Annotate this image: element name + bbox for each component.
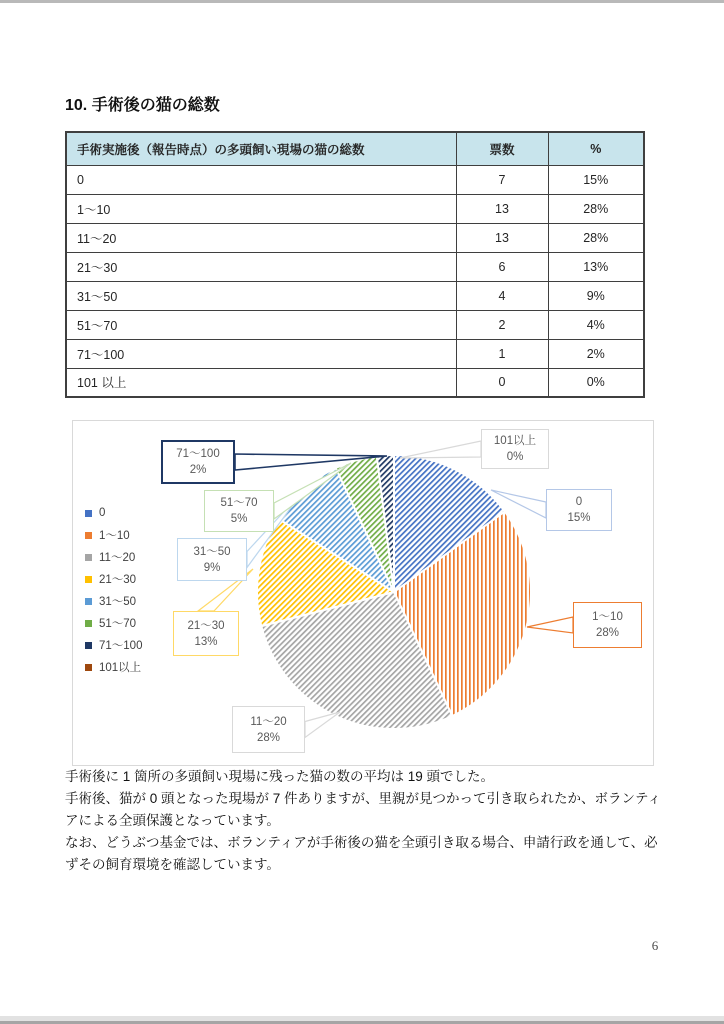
- cell-percent: 28%: [548, 194, 644, 223]
- callout-percent-label: 0%: [506, 451, 524, 463]
- table-row: [66, 310, 644, 339]
- callout-percent-label: 28%: [595, 627, 620, 639]
- table-row: [66, 165, 644, 194]
- cell-range: 1〜10: [66, 194, 456, 223]
- legend-swatch-icon: [85, 510, 92, 517]
- legend-swatch-icon: [85, 576, 92, 583]
- pie-callout-1〜10: [573, 602, 642, 648]
- legend-label: 21〜30: [99, 574, 137, 586]
- header-votes: 票数: [456, 132, 548, 165]
- legend-item-1〜10: [85, 524, 142, 546]
- callout-category-label: 1〜10: [592, 611, 623, 623]
- legend-item-51〜70: [85, 612, 142, 634]
- callout-percent-label: 28%: [256, 731, 281, 744]
- body-paragraph: 手術後、猫が 0 頭となった現場が 7 件ありますが、里親が見つかって引き取られたか、ボランティアによる全頭保護となっています。: [65, 791, 661, 828]
- legend-item-31〜50: [85, 590, 142, 612]
- pie-callout-11〜20: [232, 706, 305, 753]
- cell-range: 101 以上: [66, 368, 456, 397]
- callout-category-label: 101以上: [493, 435, 537, 447]
- cell-range: 31〜50: [66, 281, 456, 310]
- body-text: [65, 766, 665, 876]
- cat-count-table: [65, 131, 645, 398]
- cell-votes: 4: [456, 281, 548, 310]
- cell-range: 71〜100: [66, 339, 456, 368]
- legend-item-101以上: [85, 656, 142, 678]
- callout-category-label: 71〜100: [176, 448, 220, 460]
- legend-swatch-icon: [85, 598, 92, 605]
- cell-percent: 15%: [548, 165, 644, 194]
- legend-item-0: [85, 502, 142, 524]
- table-header-row: [66, 132, 644, 165]
- pie-callout-101以上: [481, 429, 549, 469]
- pie-callout-31〜50: [177, 538, 247, 581]
- cell-percent: 4%: [548, 310, 644, 339]
- callout-leader-1〜10: [527, 617, 573, 633]
- callout-percent-label: 9%: [203, 561, 221, 574]
- cell-range: 0: [66, 165, 456, 194]
- cat-count-table-body: [66, 165, 644, 397]
- pie-svg: [73, 421, 653, 765]
- callout-category-label: 51〜70: [220, 497, 258, 509]
- header-question: 手術実施後（報告時点）の多頭飼い現場の猫の総数: [66, 132, 456, 165]
- legend-item-71〜100: [85, 634, 142, 656]
- cell-votes: 13: [456, 223, 548, 252]
- cell-percent: 2%: [548, 339, 644, 368]
- legend-swatch-icon: [85, 664, 92, 671]
- callout-category-label: 11〜20: [250, 715, 287, 728]
- callout-category-label: 21〜30: [187, 619, 225, 632]
- cell-votes: 0: [456, 368, 548, 397]
- legend-swatch-icon: [85, 642, 92, 649]
- legend-item-21〜30: [85, 568, 142, 590]
- scan-edge-top: [0, 0, 724, 3]
- callout-percent-label: 13%: [194, 635, 218, 648]
- cell-votes: 1: [456, 339, 548, 368]
- callout-leader-101以上: [400, 441, 481, 458]
- cell-votes: 13: [456, 194, 548, 223]
- callout-percent-label: 5%: [230, 513, 248, 525]
- chart-panel: [72, 420, 654, 766]
- cell-percent: 9%: [548, 281, 644, 310]
- page-number: 6: [651, 938, 659, 953]
- legend-swatch-icon: [85, 620, 92, 627]
- pie-callout-21〜30: [173, 611, 239, 656]
- legend-label: 71〜100: [99, 640, 143, 652]
- pie-callout-0: [546, 489, 612, 531]
- legend-item-11〜20: [85, 546, 142, 568]
- legend-label: 0: [99, 507, 106, 519]
- body-paragraph: なお、どうぶつ基金では、ボランティアが手術後の猫を全頭引き取る場合、申請行政を通して、必ずその飼育環境を確認しています。: [65, 835, 658, 872]
- page-title: 10. 手術後の猫の総数: [65, 97, 220, 114]
- legend-label: 11〜20: [99, 552, 136, 564]
- legend-swatch-icon: [85, 532, 92, 539]
- pie-callout-71〜100: [161, 440, 235, 484]
- cell-percent: 0%: [548, 368, 644, 397]
- table-row: [66, 281, 644, 310]
- callout-category-label: 31〜50: [193, 545, 231, 558]
- callout-percent-label: 15%: [567, 512, 591, 524]
- legend-label: 101以上: [99, 662, 142, 674]
- header-percent: %: [548, 132, 644, 165]
- table-row: [66, 194, 644, 223]
- body-paragraph: 手術後に 1 箇所の多頭飼い現場に残った猫の数の平均は 19 頭でした。: [65, 769, 495, 784]
- cell-votes: 7: [456, 165, 548, 194]
- legend-label: 51〜70: [99, 618, 137, 630]
- cell-votes: 2: [456, 310, 548, 339]
- callout-leader-11〜20: [305, 712, 340, 738]
- table-row: [66, 368, 644, 397]
- cell-votes: 6: [456, 252, 548, 281]
- table-row: [66, 339, 644, 368]
- table-row: [66, 252, 644, 281]
- callout-category-label: 0: [575, 496, 583, 508]
- cell-percent: 13%: [548, 252, 644, 281]
- cell-range: 21〜30: [66, 252, 456, 281]
- legend-label: 31〜50: [99, 596, 137, 608]
- cell-percent: 28%: [548, 223, 644, 252]
- cell-range: 51〜70: [66, 310, 456, 339]
- legend-swatch-icon: [85, 554, 92, 561]
- table-row: [66, 223, 644, 252]
- chart-legend: [85, 502, 142, 678]
- legend-label: 1〜10: [99, 530, 130, 542]
- cell-range: 11〜20: [66, 223, 456, 252]
- scan-edge-bottom: [0, 1016, 724, 1024]
- callout-percent-label: 2%: [189, 464, 207, 476]
- pie-callout-51〜70: [204, 490, 274, 532]
